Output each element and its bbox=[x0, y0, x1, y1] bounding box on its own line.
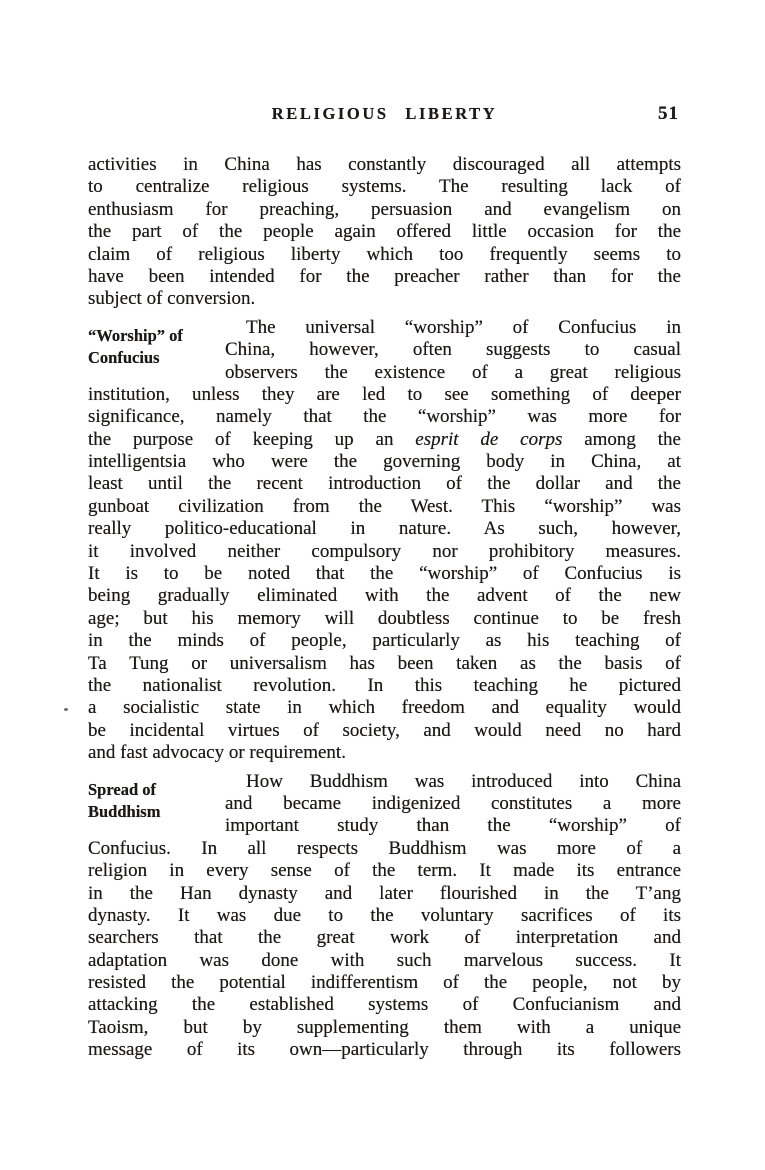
paragraph-lines bbox=[88, 317, 681, 765]
text-line: intelligentsia who were the governing body in China, at bbox=[88, 451, 681, 473]
italic-phrase: esprit de corps bbox=[415, 428, 563, 450]
scan-artifact-dot bbox=[64, 708, 68, 711]
text-line: being gradually eliminated with the advent of the new bbox=[88, 585, 681, 607]
running-title: RELIGIOUS LIBERTY bbox=[271, 104, 498, 123]
text-line: significance, namely that the “worship” was more for bbox=[88, 406, 681, 428]
text-line: It is to be noted that the “worship” of Confucius is bbox=[88, 563, 681, 585]
text-line: “Worship” of bbox=[88, 325, 183, 345]
text-line: important study than the “worship” of bbox=[225, 815, 681, 837]
text-line: to centralize religious systems. The resulting lack of bbox=[88, 176, 681, 198]
text-line: The universal “worship” of Confucius in bbox=[246, 316, 681, 338]
text-line: Taoism, but by supplementing them with a unique bbox=[88, 1016, 681, 1038]
text-line: have been intended for the preacher rather than for the bbox=[88, 265, 681, 287]
text-line: message of its own—particularly through its followers bbox=[88, 1039, 681, 1061]
text-line: be incidental virtues of society, and would need no hard bbox=[88, 719, 681, 741]
paragraph-continued-from-previous-page bbox=[88, 154, 681, 311]
text-line: searchers that the great work of interpretation and bbox=[88, 927, 681, 949]
text-line: China, however, often suggests to casual bbox=[225, 339, 681, 361]
text-line: attacking the established systems of Confucianism and bbox=[88, 994, 681, 1016]
text-line: Confucius bbox=[88, 347, 160, 367]
text-line: the purpose of keeping up an esprit de corps among the bbox=[88, 428, 681, 450]
page-header bbox=[88, 103, 681, 127]
text-line: gunboat civilization from the West. This “worship” was bbox=[88, 495, 681, 517]
text-line: really politico-educational in nature. As such, however, bbox=[88, 518, 681, 540]
text-line: the nationalist revolution. In this teaching he pictured bbox=[88, 674, 681, 696]
text-line: age; but his memory will doubtless continue to be fresh bbox=[88, 607, 681, 629]
sidenote-worship-of-confucius bbox=[88, 325, 220, 369]
text-line: enthusiasm for preaching, persuasion and evangelism on bbox=[88, 198, 681, 220]
text-line: How Buddhism was introduced into China bbox=[246, 770, 681, 792]
text-line: dynasty. It was due to the voluntary sacrifices of its bbox=[88, 904, 681, 926]
text-line: institution, unless they are led to see something of deeper bbox=[88, 383, 681, 405]
text-line: observers the existence of a great religious bbox=[225, 361, 681, 383]
text-line: Confucius. In all respects Buddhism was more of a bbox=[88, 837, 681, 859]
text-block bbox=[88, 154, 681, 1062]
sidenote-spread-of-buddhism bbox=[88, 779, 220, 823]
text-line: resisted the potential indifferentism of the people, not by bbox=[88, 972, 681, 994]
text-line: activities in China has constantly discouraged all attempts bbox=[88, 154, 681, 175]
text-line: and fast advocacy or requirement. bbox=[88, 742, 346, 764]
text-line: Buddhism bbox=[88, 801, 161, 821]
paragraph-lines bbox=[88, 154, 681, 311]
text-line: the part of the people again offered little occasion for the bbox=[88, 221, 681, 243]
text-line: Ta Tung or universalism has been taken as the basis of bbox=[88, 652, 681, 674]
text-line: claim of religious liberty which too frequently seems to bbox=[88, 243, 681, 265]
text-line: Spread of bbox=[88, 779, 156, 799]
text-line: in the minds of people, particularly as his teaching of bbox=[88, 630, 681, 652]
page-number: 51 bbox=[658, 103, 679, 124]
text-line: subject of conversion. bbox=[88, 288, 256, 310]
paragraph-spread-of-buddhism bbox=[88, 771, 681, 1062]
text-line: least until the recent introduction of the dollar and the bbox=[88, 473, 681, 495]
text-line: in the Han dynasty and later flourished in the T’ang bbox=[88, 882, 681, 904]
text-line: adaptation was done with such marvelous success. It bbox=[88, 949, 681, 971]
text-line: religion in every sense of the term. It made its entrance bbox=[88, 860, 681, 882]
text-line: and became indigenized constitutes a more bbox=[225, 792, 681, 814]
text-line: it involved neither compulsory nor prohibitory measures. bbox=[88, 540, 681, 562]
text-line: a socialistic state in which freedom and equality would bbox=[88, 697, 681, 719]
paragraph-worship-of-confucius bbox=[88, 317, 681, 765]
